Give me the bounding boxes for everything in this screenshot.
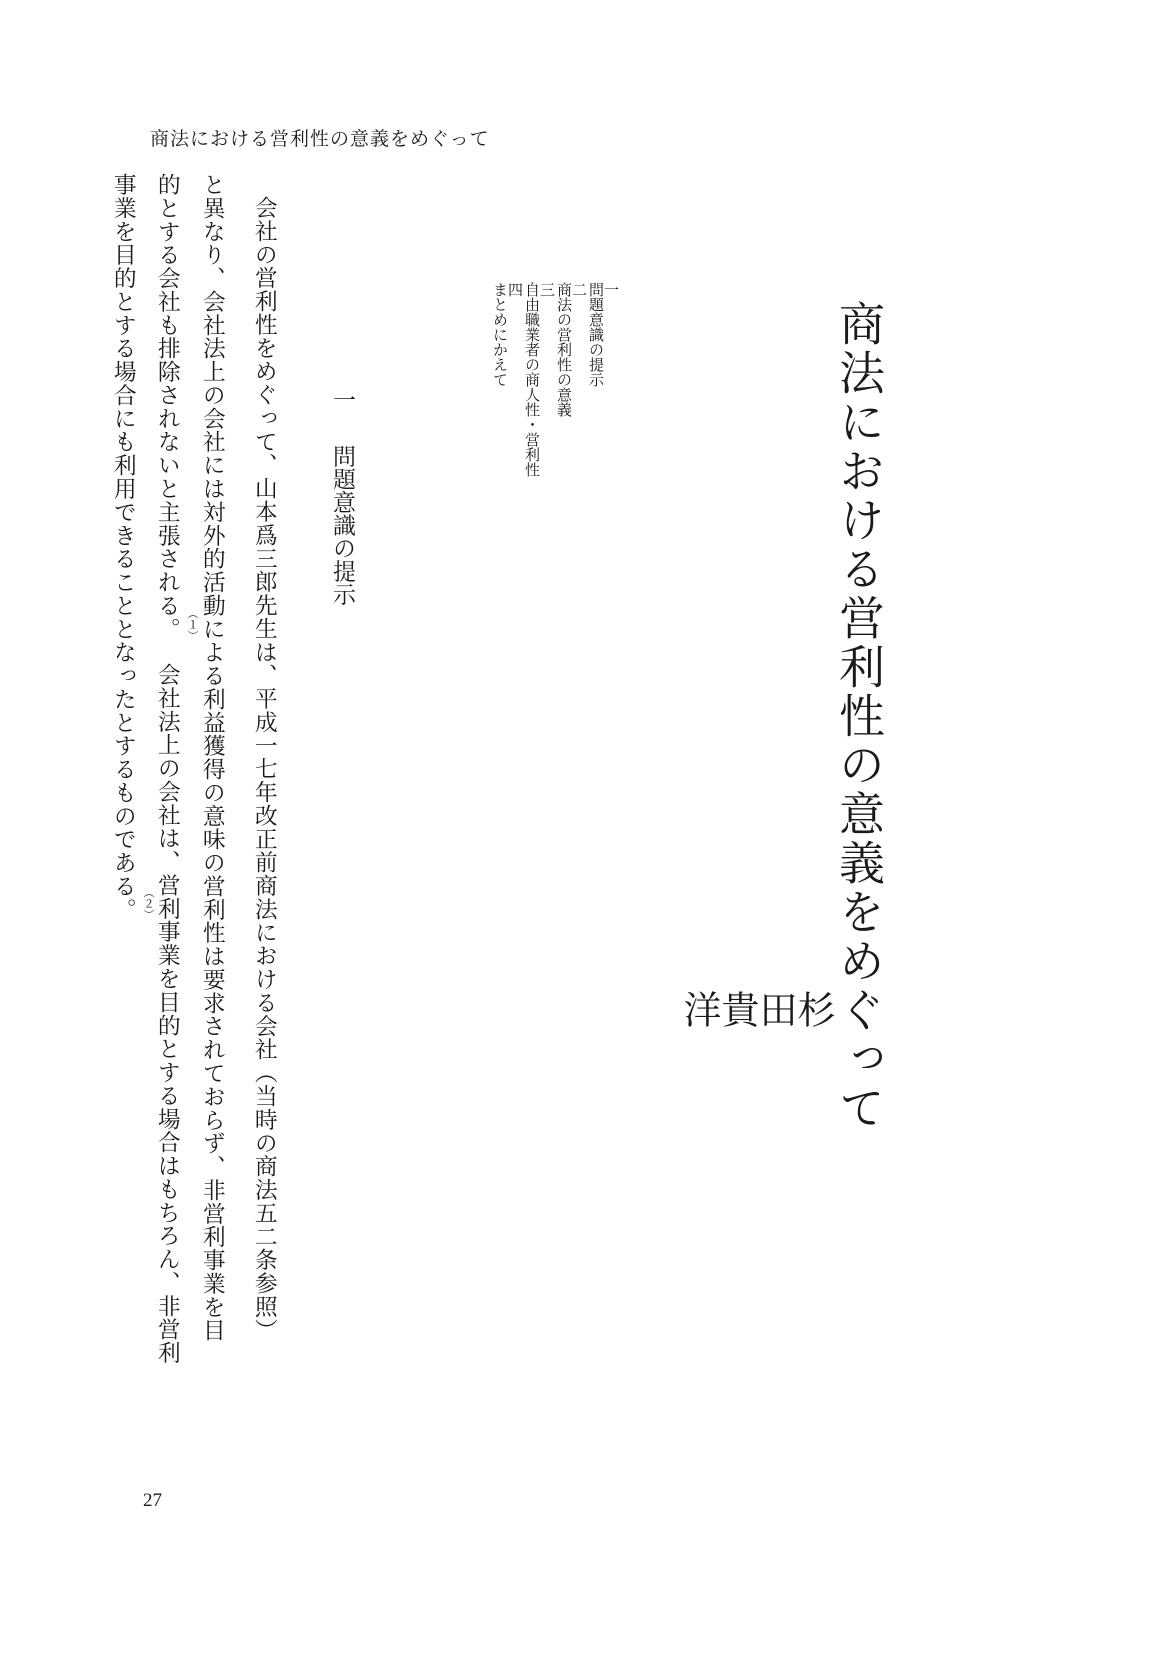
toc-item-number: 四 [506,282,524,297]
toc-item [524,282,554,477]
toc-item-label: 自由職業者の商人性・営利性 [523,282,541,477]
toc-item [492,282,522,387]
toc-item-label: 問題意識の提示 [587,282,605,387]
toc-item-number: 三 [538,282,556,297]
author-char: 田 [753,990,797,1028]
toc-item-label: まとめにかえて [491,282,509,387]
body-text-line: 会社の営利性をめぐって、山本爲三郎先生は、平成一七年改正前商法における会社（当時の商法五二条参照） [250,196,277,1342]
body-text-line: 事業を目的とする場合にも利用できることとなったとするものである。 [109,173,136,922]
body-text-run: 的とする会社も排除されないと主張される。 [153,173,180,641]
author-name [677,990,835,1100]
toc-item-number: 一 [602,282,620,297]
section-heading [330,388,353,605]
running-header: 商法における営利性の意義をめぐって [150,128,490,150]
author-char: 貴 [715,990,759,1028]
section-title: 問題意識の提示 [329,444,355,606]
table-of-contents [492,282,622,602]
section-number: 一 [329,388,355,411]
article-title: 商法における営利性の意義をめぐって [832,300,886,1133]
toc-item-number: 二 [570,282,588,297]
author-char: 杉 [791,990,835,1028]
footnote-marker: （２） [142,887,155,920]
body-text-line: と異なり、会社法上の会社には対外的活動による利益獲得の意味の営利性は要求されておらず、非営利事業を目 [198,173,225,1342]
page-number: 27 [143,1490,162,1511]
author-char: 洋 [677,990,721,1028]
toc-item-label: 商法の営利性の意義 [555,282,573,417]
body-text-line [155,173,178,1364]
toc-item [556,282,586,417]
footnote-marker: （１） [186,608,199,641]
body-text-run: 会社法上の会社は、営利事業を目的とする場合はもちろん、非営利 [153,662,180,1365]
toc-item [588,282,618,387]
